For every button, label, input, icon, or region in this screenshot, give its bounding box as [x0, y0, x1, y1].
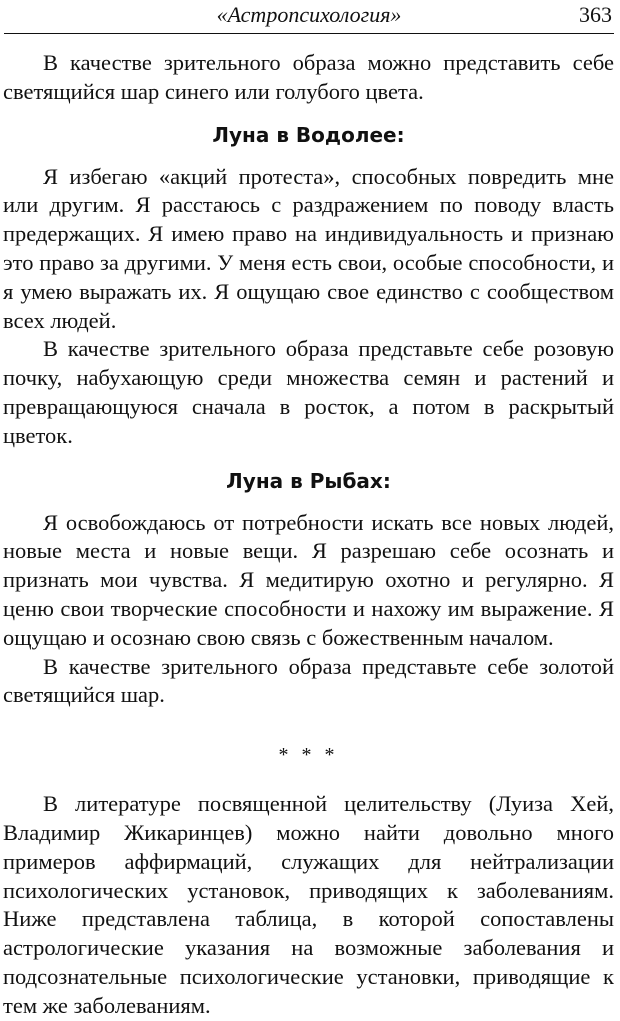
aquarius-affirmation: Я избегаю «акций протеста», способных повредить мне или другим. Я расстаюсь с раздражением по поводу власть предержащих. Я имею право на индивидуальность и признаю это право за другими. У меня есть свои, особые способности, и я умею выражать их. Я ощущаю свое единство с сообществом всех людей.: [3, 163, 614, 333]
page-number: 363: [579, 2, 612, 27]
pisces-visualization: В качестве зрительного образа представьте себе золотой светящийся шар.: [3, 653, 614, 708]
running-title: «Астропсихология»: [216, 2, 402, 27]
closing-paragraph: В литературе посвященной целительству (Луиза Хей, Владимир Жикаринцев) можно найти довольно много примеров аффирмаций, служащих для нейтрализации психологических установок, приводящих к заболеваниям. Ниже представлена таблица, в которой сопоставлены астрологические указания на возможные заболевания и подсознательные психологические установки, приводящие к тем же заболеваниям.: [3, 791, 614, 1018]
pisces-affirmation: Я освобождаюсь от потребности искать все новых людей, новые места и новые вещи. Я разрешаю себе осознать и признать мои чувства. Я медитирую охотно и регулярно. Я ценю свои творческие способности и нахожу им выражение. Я ощущаю и осознаю свою связь с божественным началом.: [3, 509, 614, 650]
section-heading-pisces: Луна в Рыбах:: [226, 468, 391, 493]
section-heading-aquarius: Луна в Водолее:: [212, 122, 405, 147]
aquarius-visualization: В качестве зрительного образа представьте себе розовую почку, набухающую среди множества семян и растений и превращающуюся сначала в росток, а потом в раскрытый цветок.: [3, 336, 614, 448]
intro-paragraph: В качестве зрительного образа можно представить себе светящийся шар синего или голубого цвета.: [3, 50, 614, 104]
body-text: [3, 49, 614, 1021]
section-separator: * * *: [278, 744, 339, 767]
running-header: [4, 3, 614, 34]
